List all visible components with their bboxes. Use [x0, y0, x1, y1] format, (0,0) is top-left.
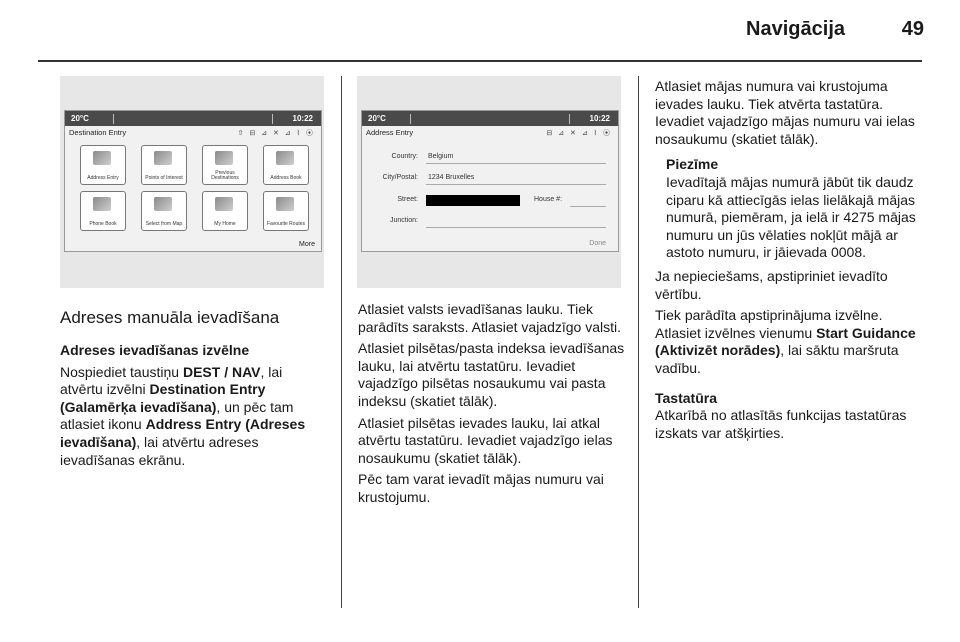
- header-title: Navigācija: [746, 18, 845, 40]
- note-box: [655, 156, 927, 262]
- status-icons: ⇧ ⊟ ⊿ ✕ ⊿ ⌇ ⦿: [237, 130, 315, 137]
- paragraph: Atlasiet valsts ievadīšanas lauku. Tiek parādīts saraksts. Atlasiet vajadzīgo valsti.: [358, 301, 622, 335]
- subheading: Tastatūra: [655, 389, 717, 406]
- house-input[interactable]: [570, 206, 606, 207]
- country-value: Belgium: [428, 153, 454, 160]
- street-label: Street:: [397, 196, 418, 203]
- page-number: 49: [901, 18, 924, 40]
- header-rule: [38, 60, 922, 62]
- junction-label: Junction:: [389, 217, 418, 224]
- previous-destinations-icon: [215, 151, 233, 165]
- temperature: 20°C: [368, 114, 386, 123]
- display-screen: [64, 110, 322, 252]
- map-icon: [154, 197, 172, 211]
- subheading: Adreses ievadīšanas izvēlne: [60, 342, 250, 358]
- phone-book-icon: [93, 197, 111, 211]
- status-icons: ⊟ ⊿ ✕ ⊿ ⌇ ⦿: [546, 130, 612, 137]
- done-button[interactable]: Done: [589, 240, 606, 247]
- my-home-tile[interactable]: My Home: [202, 191, 248, 231]
- clock: 10:22: [292, 114, 313, 123]
- address-entry-icon: [93, 151, 111, 165]
- section-heading: Adreses manuāla ievadīšana: [60, 308, 280, 327]
- paragraph: Tiek parādīta apstiprinājuma izvēlne. Atlasiet izvēlnes vienumu Start Guidance (Aktivizēt norādes), lai sāktu maršruta vadību.: [655, 307, 916, 376]
- paragraph: Atlasiet pilsētas ievades lauku, lai atkal atvērtu tastatūru. Ievadiet vajadzīgo ielas nosaukumu (skatiet tālāk).: [358, 414, 613, 466]
- destination-entry-screenshot: [60, 76, 324, 288]
- paragraph: Ja nepieciešams, apstipriniet ievadīto vērtību.: [655, 267, 888, 302]
- paragraph: Nospiediet taustiņu DEST / NAV, lai atvērtu izvēlni Destination Entry (Galamērķa ievadīšana), un pēc tam atlasiet ikonu Address Entry (Adreses ievadīšana), lai atvērtu adreses ievadīšanas ekrānu.: [60, 363, 306, 468]
- column-3-text: [655, 78, 927, 446]
- select-from-map-tile[interactable]: Select from Map: [141, 191, 187, 231]
- home-icon: [215, 197, 233, 211]
- address-entry-tile[interactable]: Address Entry: [80, 145, 126, 185]
- points-of-interest-tile[interactable]: Points of Interest: [141, 145, 187, 185]
- column-1-text: [60, 342, 328, 473]
- screen-title: Destination Entry: [69, 128, 127, 137]
- note-text: Ievadītajā mājas numurā jābūt tik daudz ciparu kā attiecīgās ielas lielākajā mājas numurā, piemēram, ja ielā ir 4275 mājas numuru un jūs vēlaties nokļūt mājā ar astoto numuru, ir jāievada 0008.: [666, 173, 916, 261]
- previous-destinations-tile[interactable]: Previous Destinations: [202, 145, 248, 185]
- status-bar: [65, 111, 321, 126]
- screen-title: Address Entry: [366, 128, 414, 137]
- paragraph: Atlasiet pilsētas/pasta indeksa ievadīšanas lauku, lai atvērtu tastatūru. Ievadiet vajadzīgo pilsētas nosaukumu vai pasta indeksu (skatiet tālāk).: [358, 340, 625, 409]
- clock: 10:22: [589, 114, 610, 123]
- street-input[interactable]: [426, 195, 520, 206]
- city-value: 1234 Bruxelles: [428, 174, 475, 181]
- favourite-routes-tile[interactable]: Favourite Routes: [263, 191, 309, 231]
- column-2-text: [358, 301, 626, 511]
- column-divider: [341, 76, 342, 608]
- city-label: City/Postal:: [382, 174, 418, 181]
- address-book-icon: [276, 151, 294, 165]
- poi-icon: [154, 151, 172, 165]
- more-button[interactable]: More: [299, 241, 315, 248]
- country-label: Country:: [391, 153, 418, 160]
- paragraph: Atlasiet mājas numura vai krustojuma ievades lauku. Tiek atvērta tastatūra. Ievadiet vajadzīgo mājas numuru vai ielas nosaukumu (skatiet tālāk).: [655, 78, 915, 147]
- note-heading: Piezīme: [666, 156, 719, 173]
- address-book-tile[interactable]: Address Book: [263, 145, 309, 185]
- address-entry-screenshot: [357, 76, 621, 288]
- display-screen: [361, 110, 619, 252]
- column-divider: [638, 76, 639, 608]
- temperature: 20°C: [71, 114, 89, 123]
- paragraph: Atkarībā no atlasītās funkcijas tastatūras izskats var atšķirties.: [655, 407, 907, 441]
- status-bar: [362, 111, 618, 126]
- favourite-routes-icon: [276, 197, 294, 211]
- paragraph: Pēc tam varat ievadīt mājas numuru vai krustojumu.: [358, 471, 604, 505]
- house-label: House #:: [534, 196, 563, 203]
- phone-book-tile[interactable]: Phone Book: [80, 191, 126, 231]
